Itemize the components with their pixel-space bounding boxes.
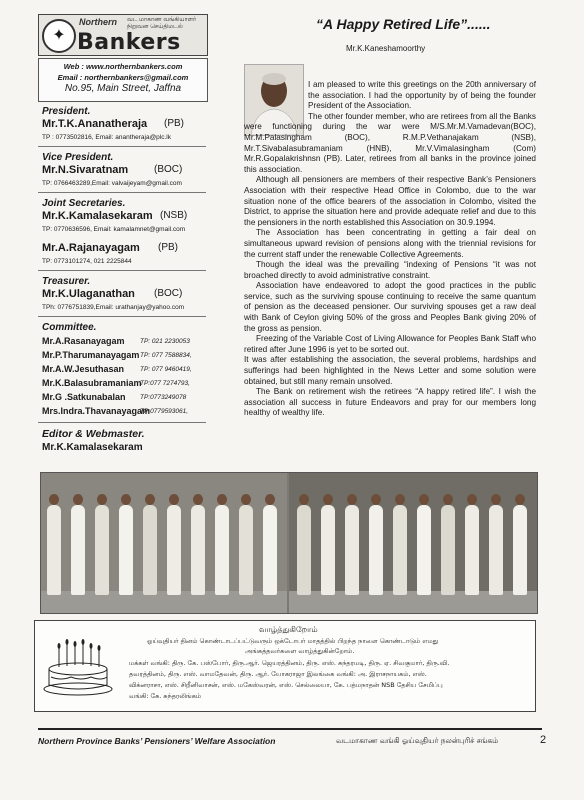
vice-president-name — [42, 164, 183, 176]
person-figure — [119, 505, 133, 595]
person-head — [491, 494, 501, 505]
page-number: 2 — [540, 734, 547, 746]
person-head — [347, 494, 357, 505]
person-figure — [191, 505, 205, 595]
masthead-top-text: Northern — [79, 17, 117, 27]
article-paragraph: The Association has been concentrating in getting a fair deal on simultaneous upward revision of pensions along with the triennial revisions for the current staff under the renewable Collective Agreements. — [244, 228, 536, 259]
person-head — [515, 494, 525, 505]
bank-tag: (NSB) — [160, 210, 188, 221]
bank-tag: (BOC) — [154, 164, 183, 175]
committee-member-name: Mr.G .Satkunabalan — [42, 392, 126, 402]
person-head — [467, 494, 477, 505]
committee-member-phone: TP: 021 2230053 — [140, 338, 190, 345]
person-figure — [95, 505, 109, 595]
person-head — [395, 494, 405, 505]
officer-name: Mr.A.Rajanayagam — [42, 242, 140, 254]
person-figure — [47, 505, 61, 595]
treasurer-name — [42, 288, 183, 300]
committee-member-name: Mrs.Indra.Thavanayagam — [42, 406, 151, 416]
article-paragraph: Although all pensioners are members of their respective Bank’s Pensioners Association with their respective Head Office in Colombo, due to the war situation none of the office bearers of the association in Colombo, visited the District, to apprise the situation here and provide adequate relief and due to this the pensioners in the north established this Association on 30.9.1994. — [244, 175, 536, 227]
treasurer-heading: Treasurer. — [42, 276, 91, 287]
emblem-icon: ✦ — [42, 19, 76, 53]
committee-member-name: Mr.A.W.Jesuthasan — [42, 364, 125, 374]
greeting-line: அங்கத்தவர்களை வாழ்த்துகின்றோம். — [245, 647, 355, 655]
divider — [38, 270, 206, 271]
person-head — [443, 494, 453, 505]
person-figure — [297, 505, 311, 595]
joint-secretaries-heading: Joint Secretaries. — [42, 198, 126, 209]
person-figure — [263, 505, 277, 595]
person-head — [169, 494, 179, 505]
footer-tamil-name: வடமாகாண வங்கி ஓய்வுதியர் நலன்புரிச் சங்கம் — [336, 736, 499, 745]
person-head — [371, 494, 381, 505]
person-head — [193, 494, 203, 505]
person-figure — [465, 505, 479, 595]
person-head — [145, 494, 155, 505]
person-head — [241, 494, 251, 505]
person-head — [323, 494, 333, 505]
president-contact: TP : 0773502816, Email: anantheraja@plc.lk — [42, 134, 171, 141]
person-figure — [71, 505, 85, 595]
editor-heading: Editor & Webmaster. — [42, 428, 145, 440]
person-figure — [215, 505, 229, 595]
bank-tag: (BOC) — [154, 288, 183, 299]
address: No.95, Main Street, Jaffna — [64, 83, 182, 94]
bank-tag: (PB) — [158, 242, 178, 253]
person-figure — [167, 505, 181, 595]
divider — [38, 192, 206, 193]
article-paragraph: Though the ideal was the prevailing “indexing of Pensions “it was not broached directly to avoid administrative constraint. — [244, 260, 536, 280]
person-head — [419, 494, 429, 505]
greeting-line: ஓய்வுதியர் தினம் கொண்டாடப்பட்டுவரும் ஒக்டோபர் மாதத்தில் பிறந்த நாளை கொண்டாடும் எமது — [147, 637, 439, 645]
person-head — [299, 494, 309, 505]
divider — [38, 316, 206, 317]
masthead-name: Bankers — [77, 30, 181, 55]
divider — [38, 422, 206, 423]
officer-name: Mr.T.K.Ananatheraja — [42, 118, 148, 130]
article-paragraph: It was after establishing the association, the several problems, hardships and sufferings had been highlighted in the News Letter and some solution were obtained, but still many remain unsolved. — [244, 355, 536, 386]
person-head — [265, 494, 275, 505]
person-figure — [441, 505, 455, 595]
officer-name: Mr.K.Ulaganathan — [42, 288, 135, 300]
group-photo — [40, 472, 538, 614]
person-figure — [513, 505, 527, 595]
officer-name: Mr.K.Kamalasekaram — [42, 210, 153, 222]
person-figure — [239, 505, 253, 595]
article-paragraph: The Bank on retirement wish the retirees “A happy retired life”. I wish the association all success in future Endeavors and pray for our members long healthy of wealthy life. — [244, 387, 536, 418]
secretary-name — [42, 210, 188, 222]
person-figure — [489, 505, 503, 595]
treasurer-contact: TPh: 0776751839,Email: urathanjay@yahoo.com — [42, 304, 185, 311]
person-figure — [143, 505, 157, 595]
person-figure — [393, 505, 407, 595]
person-figure — [345, 505, 359, 595]
committee-heading: Committee. — [42, 322, 97, 333]
person-head — [97, 494, 107, 505]
article-paragraph: Association have endeavored to adopt the good practices in the public service, such as the surviving spouse continuing to receive the same quantum of pension as the deceased pensioner. Our surviving spouses get a raw deal with Bank of Ceylon giving 50% of the gross and Peoples Bank giving 20% of the gross as pension. — [244, 281, 536, 333]
person-head — [49, 494, 59, 505]
contact-box — [38, 58, 208, 102]
greeting-line: விக்னராசா, எஸ். சிறீனிவாசன், எஸ். மகேஸ்வரன், எஸ். செல்லையா, கே. பத்மநாதன் NSB தேசிய சேமிப்பு — [129, 681, 443, 689]
president-name — [42, 118, 184, 130]
footer-rule — [38, 728, 542, 730]
president-heading: President. — [42, 106, 91, 117]
editor-name: Mr.K.Kamalasekaram — [42, 442, 143, 453]
greeting-line: வங்கி: கே. சுந்தரலிங்கம் — [129, 692, 202, 700]
bank-tag: (PB) — [164, 118, 184, 129]
committee-member-name: Mr.A.Rasanayagam — [42, 336, 125, 346]
article-paragraph: Freezing of the Variable Cost of Living Allowance for Peoples Bank Staff who retired after June 1996 is yet to be sorted out. — [244, 334, 536, 354]
person-figure — [417, 505, 431, 595]
greeting-line: மக்கள் வங்கி: திரு. கே. பஸ்போர், திரு.ஆர். ஜெயரத்தினம், திரு. எஸ். சுந்தரமடி, திரு. ஏ. சிவகுமார், திரு.வி. — [129, 659, 450, 667]
web-link[interactable]: Web : www.northernbankers.com — [63, 62, 183, 71]
person-figure — [321, 505, 335, 595]
committee-member-phone: TP: 077 9460419, — [140, 366, 192, 373]
article-paragraph: The other founder member, who are retirees from all the Banks were functioning during the war were M/S.Mr.M.Vamadevan(BOC), Mr.M.Palasingham (BOC), R.M.P.Vethanajakam (NSB), Mr.T.Sivabalasubramaniam (HNB), Mr.V.Vimalasingham (Com) Mr.R.Gopalakrishnsn (PB). Later, retirees from all banks in the province joined this association. — [244, 111, 536, 174]
vice-president-contact: TP: 0766463289,Email: valvaijeyam@gmail.com — [42, 180, 182, 187]
masthead-tamil-text: வட மாகாண வங்கியாளர் நிறுவன செய்திமடல் — [127, 17, 197, 30]
vice-president-heading: Vice President. — [42, 152, 114, 163]
article-author: Mr.K.Kaneshamoorthy — [346, 44, 426, 53]
person-head — [217, 494, 227, 505]
article-paragraph: I am pleased to write this greetings on the 20th anniversary of the association. I had the opportunity by of being the founder President of the Association. — [308, 80, 536, 111]
committee-member-phone: TP:0773249078 — [140, 394, 187, 401]
secretary-name — [42, 242, 178, 254]
committee-member-name: Mr.P.Tharumanayagam — [42, 350, 140, 360]
officer-name: Mr.N.Sivaratnam — [42, 164, 129, 176]
committee-member-phone: TP:077 7274793, — [140, 380, 190, 387]
article-body — [244, 80, 536, 419]
divider — [38, 146, 206, 147]
committee-member-name: Mr.K.Balasubramaniam — [42, 378, 142, 388]
person-head — [73, 494, 83, 505]
committee-member-phone: TP:0779593061, — [140, 408, 189, 415]
email-link[interactable]: Email : northernbankers@gmail.com — [57, 73, 189, 82]
footer-association-name: Northern Province Banks’ Pensioners’ Welfare Association — [38, 736, 276, 746]
newsletter-logo — [38, 14, 208, 56]
birthday-greeting-box — [34, 620, 536, 712]
birthday-cake-icon — [41, 635, 115, 697]
greeting-line: தவரத்தினம், திரு. எஸ். வாமதேவன், திரு. ஆர். யோகராஜா இலங்கை வங்கி: அ. இராசநாயகம், எஸ். — [129, 670, 427, 678]
secretary-contact: TP: 0770636596, Email: kamalamnet@gmail.com — [42, 226, 186, 233]
person-head — [121, 494, 131, 505]
person-figure — [369, 505, 383, 595]
greeting-heading: வாழ்த்துகிறோம் — [259, 625, 318, 634]
article-title: “A Happy Retired Life”...... — [316, 16, 491, 32]
committee-member-phone: TP: 077 7588834, — [140, 352, 192, 359]
secretary-contact: TP: 0773101274, 021 2225844 — [42, 258, 132, 265]
